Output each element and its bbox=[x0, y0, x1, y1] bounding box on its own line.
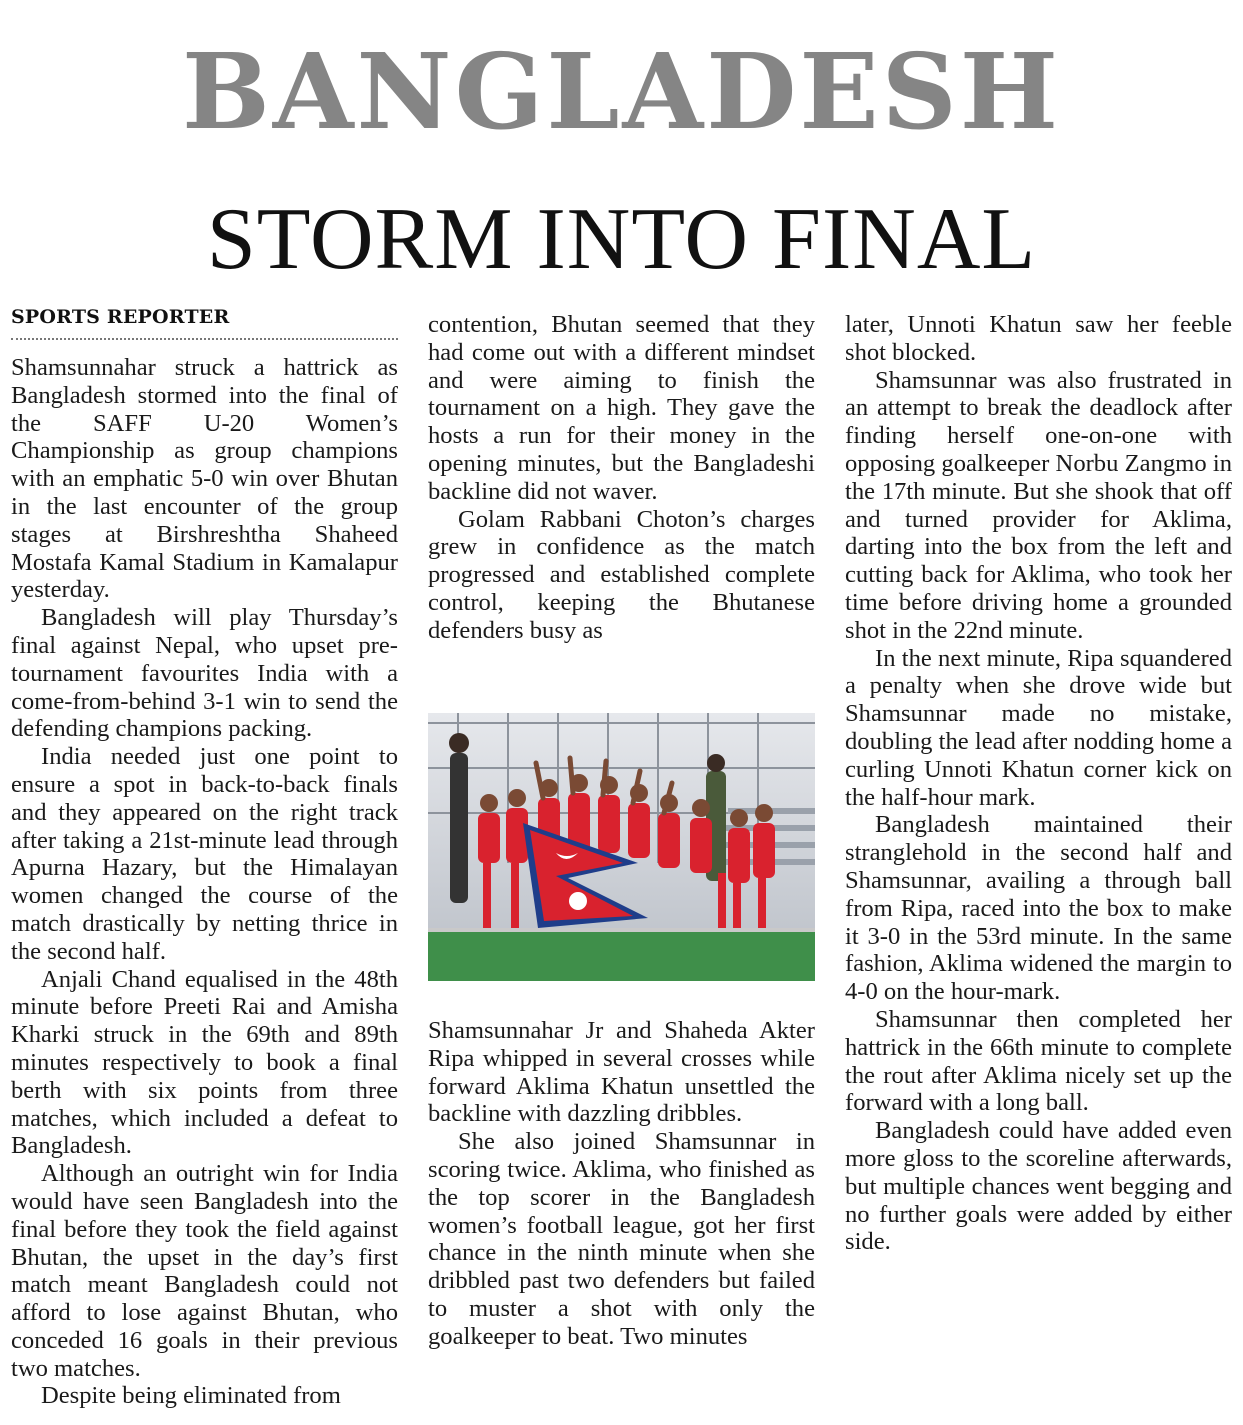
photo-illustration bbox=[428, 713, 815, 981]
paragraph: Anjali Chand equalised in the 48th minute before Preeti Rai and Amisha Kharki struck in the 69th and 89th minutes respectively to book a final berth with six points from three matches, which included a defeat to Bangladesh. bbox=[11, 965, 398, 1160]
paragraph: contention, Bhutan seemed that they had come out with a different mindset and were aiming to finish the tournament on a high. They gave the hosts a run for their money in the opening minutes, but the Bangladeshi backline did not waver. bbox=[428, 311, 815, 505]
paragraph: Shamsunnahar Jr and Shaheda Akter Ripa whipped in several crosses while forward Aklima Khatun unsettled the backline with dazzling dribbles. bbox=[428, 1017, 815, 1128]
paragraph: In the next minute, Ripa squandered a penalty when she drove wide but Shamsunnar made no mistake, doubling the lead after nodding home a curling Unnoti Khatun corner kick on the half-hour mark. bbox=[845, 644, 1232, 811]
paragraph: Despite being eliminated from bbox=[41, 1382, 341, 1410]
paragraph: Shamsunnahar struck a hattrick as Bangladesh stormed into the final of the SAFF U-20 Women’s Championship as group champions with an emphatic 5-0 win over Bhutan in the last encounter of the group stages at Birshreshtha Shaheed Mostafa Kamal Stadium in Kamalapur yesterday. bbox=[11, 354, 398, 604]
paragraph: later, Unnoti Khatun saw her feeble shot blocked. bbox=[845, 311, 1232, 366]
article-column-2-top bbox=[428, 311, 815, 645]
paragraph: Golam Rabbani Choton’s charges grew in confidence as the match progressed and established complete control, keeping the Bhutanese defenders busy as bbox=[428, 505, 815, 644]
team-celebration-photo bbox=[428, 713, 815, 981]
turf bbox=[428, 928, 815, 981]
paragraph: Bangladesh could have added even more gloss to the scoreline afterwards, but multiple chances went begging and no further goals were added by either side. bbox=[845, 1117, 1232, 1256]
paragraph: Shamsunnar then completed her hattrick in the 66th minute to complete the rout after Aklima nicely set up the forward with a long ball. bbox=[845, 1005, 1232, 1117]
article-column-1 bbox=[11, 306, 398, 1410]
paragraph: She also joined Shamsunnar in scoring twice. Aklima, who finished as the top scorer in the Bangladesh women’s football league, got her first chance in the ninth minute when she dribbled past two defenders but failed to muster a shot with only the goalkeeper to beat. Two minutes bbox=[428, 1128, 815, 1350]
paragraph: Bangladesh maintained their stranglehold in the second half and Shamsunnar, availing a through ball from Ripa, raced into the box to make it 3-0 in the 53rd minute. In the same fashion, Aklima widened the margin to 4-0 on the hour-mark. bbox=[845, 811, 1232, 1006]
article-column-3 bbox=[845, 311, 1232, 1256]
headline-main: BANGLADESH bbox=[181, 30, 1062, 153]
paragraph: Bangladesh will play Thursday’s final against Nepal, who upset pre-tournament favourites India with a come-from-behind 3-1 win to send the defending champions packing. bbox=[11, 604, 398, 743]
paragraph: Shamsunnar was also frustrated in an attempt to break the deadlock after finding herself one-on-one with opposing goalkeeper Norbu Zangmo in the 17th minute. But she shook that off and turned provider for Aklima, darting into the box from the left and cutting back for Aklima, who took her time before driving home a grounded shot in the 22nd minute. bbox=[845, 366, 1232, 644]
byline: SPORTS REPORTER bbox=[11, 306, 398, 340]
headline-sub: STORM INTO FINAL bbox=[206, 191, 1037, 288]
article-column-2-bottom bbox=[428, 1017, 815, 1351]
paragraph: Although an outright win for India would have seen Bangladesh into the final before they took the field against Bhutan, the upset in the day’s first match meant Bangladesh could not afford to lose against Bhutan, who conceded 16 goals in their previous two matches. bbox=[11, 1160, 398, 1382]
paragraph: India needed just one point to ensure a spot in back-to-back finals and they appeared on the right track after taking a 21st-minute lead through Apurna Hazary, but the Himalayan women changed the course of the match drastically by netting thrice in the second half. bbox=[11, 743, 398, 965]
